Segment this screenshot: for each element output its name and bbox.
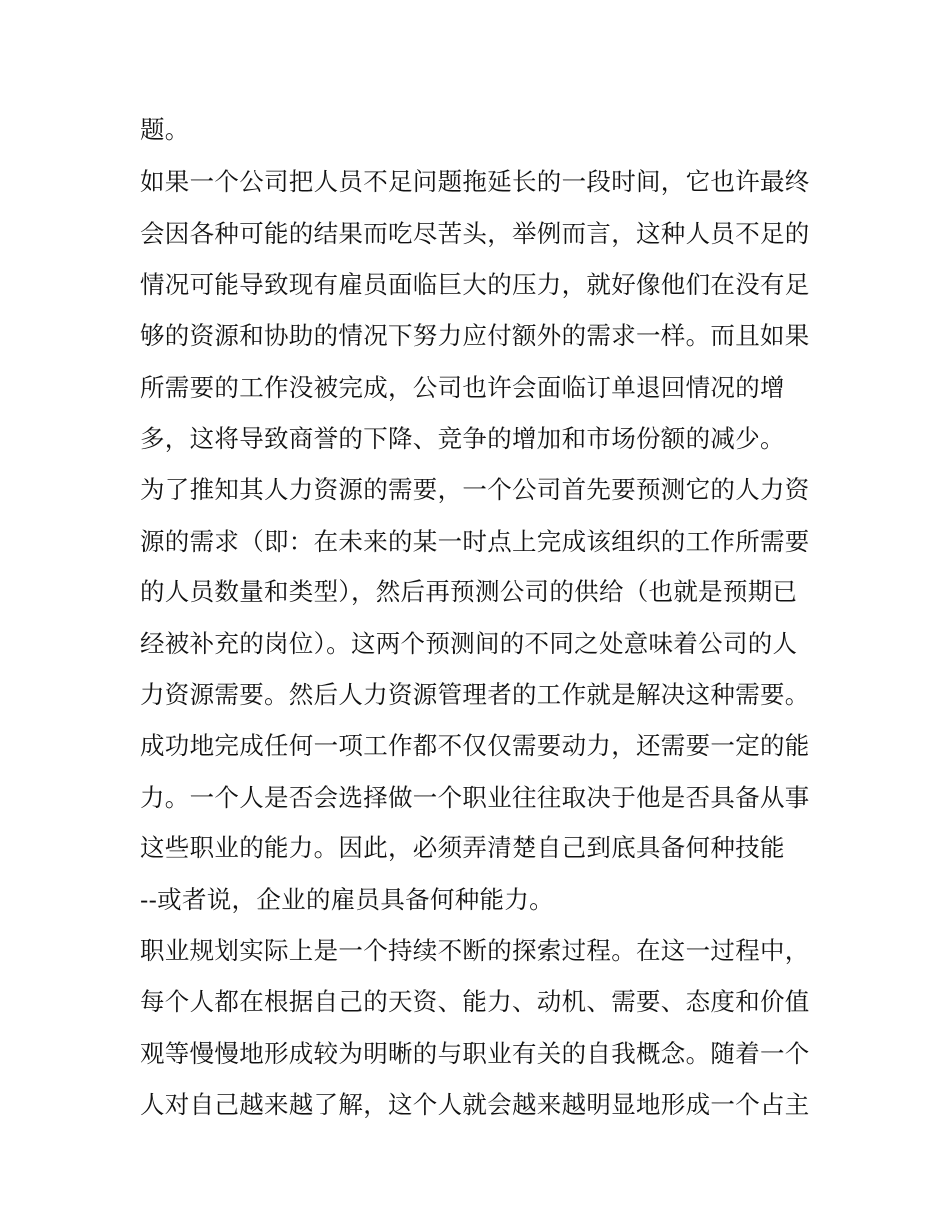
text-line: 题。 — [140, 115, 190, 144]
text-line: 多，这将导致商誉的下降、竞争的增加和市场份额的减少。 — [140, 424, 785, 453]
text-line: 力。一个人是否会选择做一个职业往往取决于他是否具备从事 — [140, 783, 810, 812]
text-line: 为了推知其人力资源的需要，一个公司首先要预测它的人力资 — [140, 475, 810, 504]
text-line: --或者说，企业的雇员具备何种能力。 — [140, 885, 554, 914]
text-line: 源的需求（即：在未来的某一时点上完成该组织的工作所需要 — [140, 527, 810, 556]
text-line: 成功地完成任何一项工作都不仅仅需要动力，还需要一定的能 — [140, 731, 810, 760]
text-line: 够的资源和协助的情况下努力应付额外的需求一样。而且如果 — [140, 321, 810, 350]
text-line: 如果一个公司把人员不足问题拖延长的一段时间，它也许最终 — [140, 167, 810, 196]
text-line: 人对自己越来越了解，这个人就会越来越明显地形成一个占主 — [140, 1090, 810, 1119]
text-line: 所需要的工作没被完成，公司也许会面临订单退回情况的增 — [140, 373, 785, 402]
text-line: 经被补充的岗位）。这两个预测间的不同之处意味着公司的人 — [140, 629, 798, 658]
text-line: 观等慢慢地形成较为明晰的与职业有关的自我概念。随着一个 — [140, 1039, 810, 1068]
text-line: 职业规划实际上是一个持续不断的探索过程。在这一过程中， — [140, 936, 810, 965]
text-line: 力资源需要。然后人力资源管理者的工作就是解决这种需要。 — [140, 680, 810, 709]
text-line: 的人员数量和类型），然后再预测公司的供给（也就是预期已 — [140, 577, 798, 606]
text-line: 情况可能导致现有雇员面临巨大的压力，就好像他们在没有足 — [140, 270, 810, 299]
text-line: 这些职业的能力。因此，必须弄清楚自己到底具备何种技能 — [140, 833, 785, 862]
text-line: 会因各种可能的结果而吃尽苦头，举例而言，这种人员不足的 — [140, 219, 810, 248]
text-line: 每个人都在根据自己的天资、能力、动机、需要、态度和价值 — [140, 987, 810, 1016]
